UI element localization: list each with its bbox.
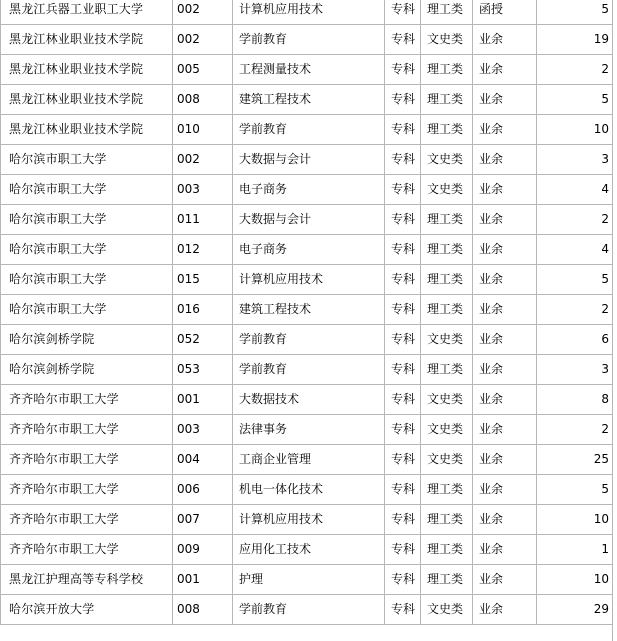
cell-count[interactable]: 4: [537, 175, 613, 205]
cell-count[interactable]: 25: [537, 445, 613, 475]
table-row: [1, 355, 613, 385]
cell-study-mode[interactable]: 业余: [473, 145, 537, 175]
cell-major[interactable]: 建筑工程技术: [233, 295, 385, 325]
cell-school[interactable]: 黑龙江林业职业技术学院: [1, 115, 173, 145]
cell-major[interactable]: 护理: [233, 565, 385, 595]
cell-study-mode[interactable]: 业余: [473, 235, 537, 265]
cell-study-mode[interactable]: 业余: [473, 115, 537, 145]
cell-major[interactable]: 计算机应用技术: [233, 0, 385, 25]
cell-school[interactable]: 黑龙江兵器工业职工大学: [1, 0, 173, 25]
table-row: [1, 145, 613, 175]
cell-school[interactable]: 齐齐哈尔市职工大学: [1, 385, 173, 415]
cell-study-mode[interactable]: 业余: [473, 385, 537, 415]
cell-major[interactable]: 法律事务: [233, 415, 385, 445]
cell-study-mode[interactable]: 业余: [473, 85, 537, 115]
cell-major-code[interactable]: 006: [173, 475, 233, 505]
cell-school[interactable]: 黑龙江林业职业技术学院: [1, 25, 173, 55]
cell-major-code[interactable]: 003: [173, 175, 233, 205]
cell-major[interactable]: 建筑工程技术: [233, 85, 385, 115]
cell-study-mode[interactable]: 业余: [473, 445, 537, 475]
cell-major-code[interactable]: 052: [173, 325, 233, 355]
cell-major-code[interactable]: 002: [173, 145, 233, 175]
table-row: [1, 535, 613, 565]
cell-level[interactable]: 专科: [385, 85, 421, 115]
cell-category[interactable]: 理工类: [421, 205, 473, 235]
cell-major-code[interactable]: 005: [173, 55, 233, 85]
cell-category[interactable]: 理工类: [421, 565, 473, 595]
cell-major-code[interactable]: 009: [173, 535, 233, 565]
table-row: [1, 445, 613, 475]
cell-major[interactable]: 计算机应用技术: [233, 265, 385, 295]
cell-major-code[interactable]: 007: [173, 505, 233, 535]
cell-school[interactable]: 哈尔滨开放大学: [1, 595, 173, 625]
table-row: [1, 25, 613, 55]
cell-count[interactable]: 3: [537, 355, 613, 385]
cell-level[interactable]: 专科: [385, 415, 421, 445]
cell-category[interactable]: 文史类: [421, 595, 473, 625]
cell-study-mode[interactable]: 业余: [473, 175, 537, 205]
cell-major[interactable]: 学前教育: [233, 355, 385, 385]
table-row: [1, 505, 613, 535]
cell-count[interactable]: 2: [537, 205, 613, 235]
cell-category[interactable]: 理工类: [421, 85, 473, 115]
cell-level[interactable]: 专科: [385, 355, 421, 385]
cell-study-mode[interactable]: 业余: [473, 25, 537, 55]
cell-school[interactable]: 齐齐哈尔市职工大学: [1, 535, 173, 565]
cell-level[interactable]: 专科: [385, 475, 421, 505]
cell-category[interactable]: 理工类: [421, 295, 473, 325]
cell-category[interactable]: 文史类: [421, 25, 473, 55]
grid-edge: [612, 0, 613, 641]
cell-category[interactable]: 文史类: [421, 145, 473, 175]
cell-major[interactable]: 大数据与会计: [233, 205, 385, 235]
cell-level[interactable]: 专科: [385, 115, 421, 145]
table-row: [1, 85, 613, 115]
cell-category[interactable]: 理工类: [421, 235, 473, 265]
cell-study-mode[interactable]: 业余: [473, 595, 537, 625]
table-row: [1, 235, 613, 265]
table-row: [1, 475, 613, 505]
cell-category[interactable]: 文史类: [421, 445, 473, 475]
cell-study-mode[interactable]: 业余: [473, 535, 537, 565]
cell-count[interactable]: 4: [537, 235, 613, 265]
table-row: [1, 415, 613, 445]
cell-category[interactable]: 理工类: [421, 535, 473, 565]
cell-major-code[interactable]: 012: [173, 235, 233, 265]
cell-count[interactable]: 5: [537, 85, 613, 115]
cell-study-mode[interactable]: 函授: [473, 0, 537, 25]
cell-category[interactable]: 理工类: [421, 55, 473, 85]
cell-major[interactable]: 学前教育: [233, 115, 385, 145]
cell-count[interactable]: 2: [537, 55, 613, 85]
cell-major[interactable]: 学前教育: [233, 325, 385, 355]
cell-level[interactable]: 专科: [385, 565, 421, 595]
cell-level[interactable]: 专科: [385, 235, 421, 265]
cell-school[interactable]: 哈尔滨市职工大学: [1, 295, 173, 325]
cell-school[interactable]: 哈尔滨市职工大学: [1, 265, 173, 295]
cell-major[interactable]: 工程测量技术: [233, 55, 385, 85]
cell-study-mode[interactable]: 业余: [473, 265, 537, 295]
cell-count[interactable]: 5: [537, 265, 613, 295]
cell-major[interactable]: 计算机应用技术: [233, 505, 385, 535]
cell-count[interactable]: 6: [537, 325, 613, 355]
cell-category[interactable]: 文史类: [421, 325, 473, 355]
cell-count[interactable]: 8: [537, 385, 613, 415]
cell-level[interactable]: 专科: [385, 175, 421, 205]
cell-school[interactable]: 哈尔滨市职工大学: [1, 205, 173, 235]
cell-school[interactable]: 黑龙江护理高等专科学校: [1, 565, 173, 595]
cell-study-mode[interactable]: 业余: [473, 325, 537, 355]
table-row: [1, 115, 613, 145]
cell-count[interactable]: 1: [537, 535, 613, 565]
cell-level[interactable]: 专科: [385, 385, 421, 415]
cell-count[interactable]: 5: [537, 475, 613, 505]
cell-level[interactable]: 专科: [385, 505, 421, 535]
cell-school[interactable]: 哈尔滨市职工大学: [1, 175, 173, 205]
cell-level[interactable]: 专科: [385, 205, 421, 235]
cell-study-mode[interactable]: 业余: [473, 505, 537, 535]
cell-major-code[interactable]: 015: [173, 265, 233, 295]
cell-count[interactable]: 19: [537, 25, 613, 55]
cell-major[interactable]: 应用化工技术: [233, 535, 385, 565]
cell-school[interactable]: 哈尔滨剑桥学院: [1, 355, 173, 385]
cell-count[interactable]: 10: [537, 115, 613, 145]
cell-category[interactable]: 理工类: [421, 475, 473, 505]
cell-major-code[interactable]: 004: [173, 445, 233, 475]
cell-count[interactable]: 29: [537, 595, 613, 625]
cell-level[interactable]: 专科: [385, 25, 421, 55]
table-row: [1, 385, 613, 415]
cell-study-mode[interactable]: 业余: [473, 475, 537, 505]
table-row: [1, 295, 613, 325]
cell-category[interactable]: 理工类: [421, 265, 473, 295]
cell-category[interactable]: 文史类: [421, 415, 473, 445]
table-body: [1, 0, 613, 625]
table-row: [1, 325, 613, 355]
table-row: [1, 565, 613, 595]
cell-major-code[interactable]: 002: [173, 25, 233, 55]
cell-major-code[interactable]: 016: [173, 295, 233, 325]
cell-school[interactable]: 哈尔滨市职工大学: [1, 145, 173, 175]
cell-school[interactable]: 齐齐哈尔市职工大学: [1, 505, 173, 535]
cell-major-code[interactable]: 010: [173, 115, 233, 145]
cell-school[interactable]: 齐齐哈尔市职工大学: [1, 475, 173, 505]
cell-level[interactable]: 专科: [385, 445, 421, 475]
cell-level[interactable]: 专科: [385, 55, 421, 85]
cell-school[interactable]: 黑龙江林业职业技术学院: [1, 55, 173, 85]
cell-level[interactable]: 专科: [385, 0, 421, 25]
cell-major[interactable]: 电子商务: [233, 175, 385, 205]
cell-major[interactable]: 学前教育: [233, 595, 385, 625]
cell-major[interactable]: 大数据技术: [233, 385, 385, 415]
cell-major-code[interactable]: 008: [173, 85, 233, 115]
cell-major-code[interactable]: 001: [173, 565, 233, 595]
cell-level[interactable]: 专科: [385, 535, 421, 565]
cell-school[interactable]: 齐齐哈尔市职工大学: [1, 415, 173, 445]
cell-level[interactable]: 专科: [385, 145, 421, 175]
cell-category[interactable]: 理工类: [421, 0, 473, 25]
cell-study-mode[interactable]: 业余: [473, 565, 537, 595]
cell-count[interactable]: 2: [537, 295, 613, 325]
cell-school[interactable]: 哈尔滨市职工大学: [1, 235, 173, 265]
cell-category[interactable]: 理工类: [421, 355, 473, 385]
cell-major-code[interactable]: 001: [173, 385, 233, 415]
cell-category[interactable]: 文史类: [421, 175, 473, 205]
cell-major[interactable]: 机电一体化技术: [233, 475, 385, 505]
cell-school[interactable]: 哈尔滨剑桥学院: [1, 325, 173, 355]
table-row: [1, 595, 613, 625]
cell-category[interactable]: 理工类: [421, 115, 473, 145]
cell-major[interactable]: 工商企业管理: [233, 445, 385, 475]
cell-study-mode[interactable]: 业余: [473, 295, 537, 325]
cell-major[interactable]: 学前教育: [233, 25, 385, 55]
table-row: [1, 205, 613, 235]
cell-major[interactable]: 大数据与会计: [233, 145, 385, 175]
cell-major-code[interactable]: 008: [173, 595, 233, 625]
cell-count[interactable]: 2: [537, 415, 613, 445]
cell-study-mode[interactable]: 业余: [473, 355, 537, 385]
cell-major-code[interactable]: 053: [173, 355, 233, 385]
cell-school[interactable]: 黑龙江林业职业技术学院: [1, 85, 173, 115]
cell-category[interactable]: 文史类: [421, 385, 473, 415]
cell-major-code[interactable]: 003: [173, 415, 233, 445]
cell-level[interactable]: 专科: [385, 325, 421, 355]
cell-count[interactable]: 3: [537, 145, 613, 175]
cell-count[interactable]: 10: [537, 505, 613, 535]
cell-category[interactable]: 理工类: [421, 505, 473, 535]
cell-study-mode[interactable]: 业余: [473, 415, 537, 445]
table-row: [1, 175, 613, 205]
cell-level[interactable]: 专科: [385, 265, 421, 295]
cell-study-mode[interactable]: 业余: [473, 205, 537, 235]
cell-count[interactable]: 10: [537, 565, 613, 595]
cell-study-mode[interactable]: 业余: [473, 55, 537, 85]
table-row: [1, 265, 613, 295]
table-row: [1, 0, 613, 25]
cell-major-code[interactable]: 002: [173, 0, 233, 25]
table-row: [1, 55, 613, 85]
cell-major[interactable]: 电子商务: [233, 235, 385, 265]
cell-school[interactable]: 齐齐哈尔市职工大学: [1, 445, 173, 475]
cell-level[interactable]: 专科: [385, 295, 421, 325]
cell-count[interactable]: 5: [537, 0, 613, 25]
cell-level[interactable]: 专科: [385, 595, 421, 625]
cell-major-code[interactable]: 011: [173, 205, 233, 235]
